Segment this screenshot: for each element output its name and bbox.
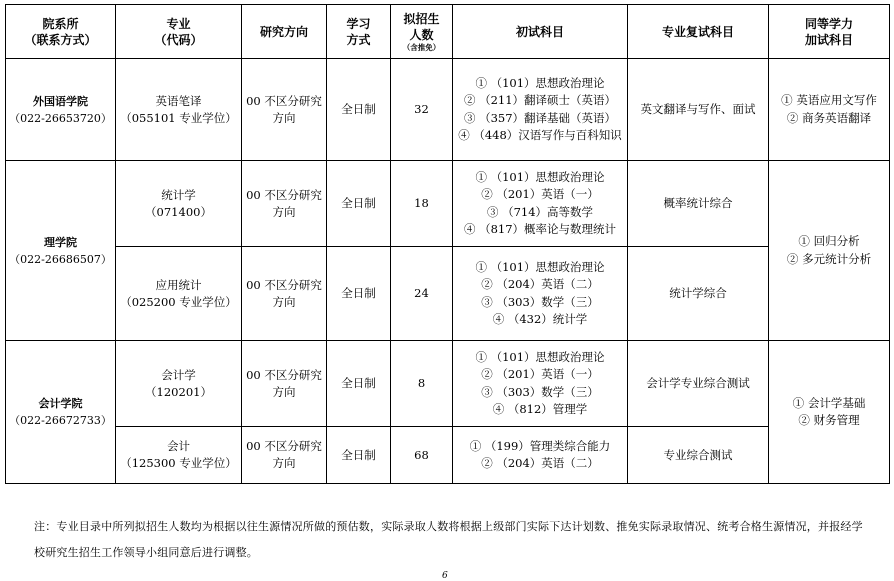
table-row xyxy=(6,247,890,341)
exam-subjects-cell: ① （101）思想政治理论 ② （201）英语（一） ③ （303）数学（三） ④ （812）管理学 xyxy=(453,341,628,427)
quota-cell: 32 xyxy=(391,59,453,161)
exam-subjects-cell: ① （101）思想政治理论 ② （201）英语（一） ③ （714）高等数学 ④ （817）概率论与数理统计 xyxy=(453,161,628,247)
retest-cell: 英文翻译与写作、面试 xyxy=(628,59,769,161)
header-row xyxy=(6,5,890,59)
exam-subjects-cell: ① （199）管理类综合能力 ② （204）英语（二） xyxy=(453,427,628,484)
table-row xyxy=(6,59,890,161)
dept-cell: 外国语学院 （022-26653720） xyxy=(6,59,116,161)
direction-cell: 00 不区分研究方向 xyxy=(242,59,327,161)
quota-cell: 18 xyxy=(391,161,453,247)
quota-cell: 68 xyxy=(391,427,453,484)
quota-note: （含推免） xyxy=(402,42,441,52)
dept-cell: 会计学院 （022-26672733） xyxy=(6,341,116,484)
page-number: 6 xyxy=(442,571,448,581)
quota-cell: 24 xyxy=(391,247,453,341)
major-cell: 英语笔译 （055101 专业学位） xyxy=(116,59,242,161)
direction-cell: 00 不区分研究方向 xyxy=(242,247,327,341)
mode-cell: 全日制 xyxy=(327,247,391,341)
table-row xyxy=(6,341,890,427)
direction-cell: 00 不区分研究方向 xyxy=(242,427,327,484)
header-exam: 初试科目 xyxy=(453,5,628,59)
exam-subjects-cell: ① （101）思想政治理论 ② （211）翻译硕士（英语） ③ （357）翻译基础（英语） ④ （448）汉语写作与百科知识 xyxy=(453,59,628,161)
retest-cell: 会计学专业综合测试 xyxy=(628,341,769,427)
mode-cell: 全日制 xyxy=(327,427,391,484)
additional-subjects-cell: ① 会计学基础 ② 财务管理 xyxy=(769,341,890,484)
mode-cell: 全日制 xyxy=(327,161,391,247)
direction-cell: 00 不区分研究方向 xyxy=(242,341,327,427)
quota-cell: 8 xyxy=(391,341,453,427)
mode-cell: 全日制 xyxy=(327,59,391,161)
retest-cell: 概率统计综合 xyxy=(628,161,769,247)
retest-cell: 统计学综合 xyxy=(628,247,769,341)
dept-cell: 理学院 （022-26686507） xyxy=(6,161,116,341)
mode-cell: 全日制 xyxy=(327,341,391,427)
exam-subjects-cell: ① （101）思想政治理论 ② （204）英语（二） ③ （303）数学（三） ④ （432）统计学 xyxy=(453,247,628,341)
header-dept: 院系所 （联系方式） xyxy=(6,5,116,59)
additional-subjects-cell: ① 英语应用文写作 ② 商务英语翻译 xyxy=(769,59,890,161)
additional-subjects-cell: ① 回归分析 ② 多元统计分析 xyxy=(769,161,890,341)
header-major: 专业 （代码） xyxy=(116,5,242,59)
footnote: 注：专业目录中所列拟招生人数均为根据以往生源情况所做的预估数，实际录取人数将根据上级部门实际下达计划数、推免实际录取情况、统考合格生源情况，并报经学校研究生招生工作领导小组同意后进行调整。 xyxy=(34,520,863,559)
header-direction: 研究方向 xyxy=(242,5,327,59)
header-quota: 拟招生 人数 （含推免） xyxy=(391,5,453,59)
retest-cell: 专业综合测试 xyxy=(628,427,769,484)
admissions-catalog-table xyxy=(5,4,890,484)
table-row xyxy=(6,427,890,484)
major-cell: 统计学 （071400） xyxy=(116,161,242,247)
header-mode: 学习 方式 xyxy=(327,5,391,59)
direction-cell: 00 不区分研究方向 xyxy=(242,161,327,247)
major-cell: 应用统计 （025200 专业学位） xyxy=(116,247,242,341)
major-cell: 会计学 （120201） xyxy=(116,341,242,427)
major-cell: 会计 （125300 专业学位） xyxy=(116,427,242,484)
table-row xyxy=(6,161,890,247)
header-retest: 专业复试科目 xyxy=(628,5,769,59)
header-additional: 同等学力 加试科目 xyxy=(769,5,890,59)
